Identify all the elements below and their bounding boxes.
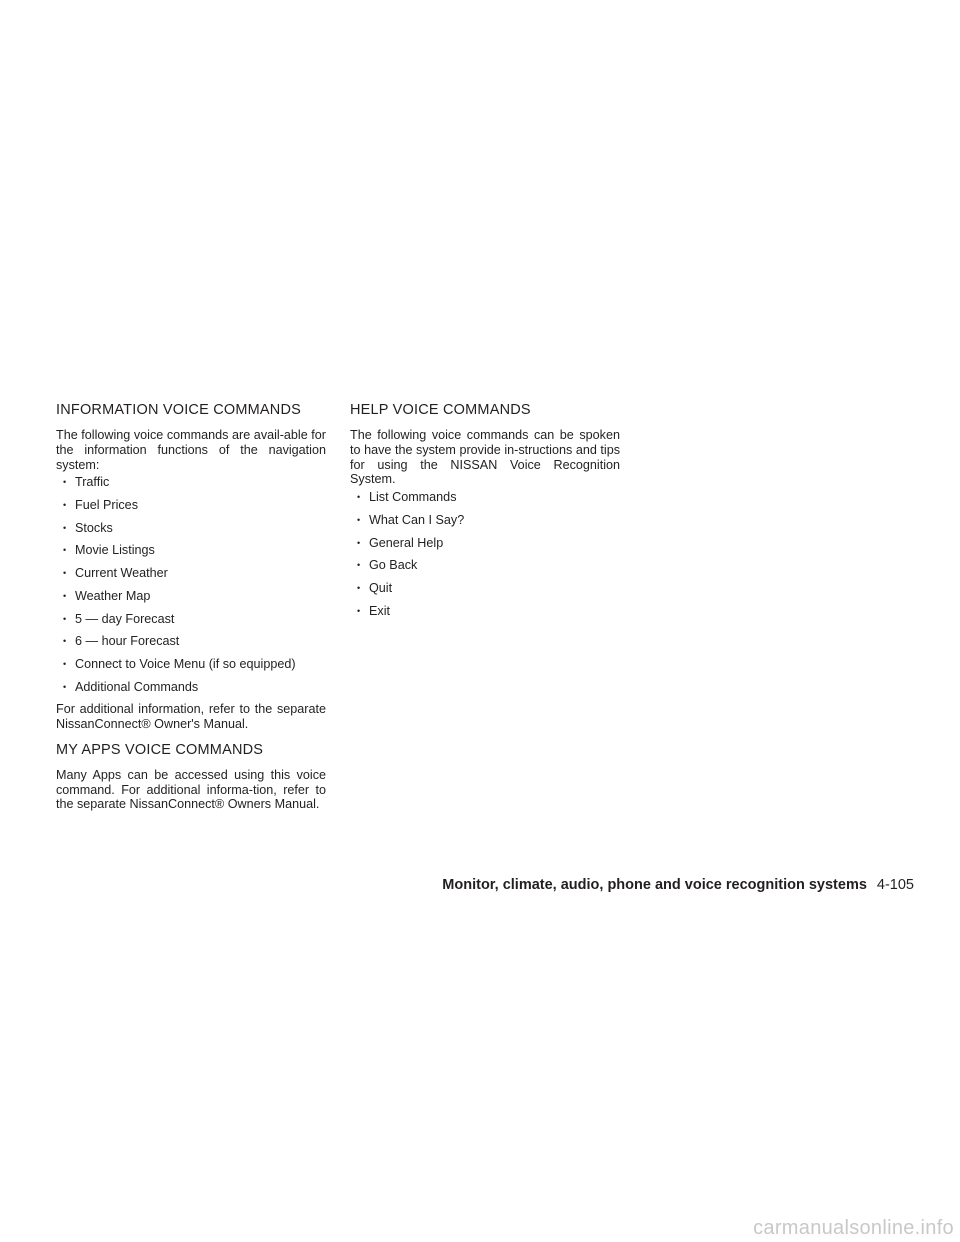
list-item: • Go Back bbox=[350, 558, 620, 573]
list-item: • General Help bbox=[350, 536, 620, 551]
right-column bbox=[350, 402, 620, 626]
list-item: • Traffic bbox=[56, 475, 326, 490]
list-item: • 5 — day Forecast bbox=[56, 612, 326, 627]
information-command-list bbox=[56, 475, 326, 694]
list-item: • 6 — hour Forecast bbox=[56, 634, 326, 649]
list-item: • Movie Listings bbox=[56, 543, 326, 558]
page-footer bbox=[442, 877, 914, 893]
information-voice-commands-heading: INFORMATION VOICE COMMANDS bbox=[56, 402, 301, 418]
help-intro-text: The following voice commands can be spoken to have the system provide in-structions and tips for using the NISSAN Voice Recognition System. bbox=[350, 428, 620, 487]
list-item: • Weather Map bbox=[56, 589, 326, 604]
list-item: • Additional Commands bbox=[56, 680, 326, 695]
page-number: 4-105 bbox=[876, 877, 914, 893]
footer-section-title: Monitor, climate, audio, phone and voice recognition systems bbox=[442, 877, 867, 893]
information-intro-text: The following voice commands are avail-able for the information functions of the navigation system: bbox=[56, 428, 326, 472]
list-item: • Connect to Voice Menu (if so equipped) bbox=[56, 657, 326, 672]
my-apps-voice-commands-heading: MY APPS VOICE COMMANDS bbox=[56, 741, 264, 758]
help-voice-commands-heading: HELP VOICE COMMANDS bbox=[350, 402, 531, 418]
list-item: • Quit bbox=[350, 581, 620, 596]
list-item: • Current Weather bbox=[56, 566, 326, 581]
section-spacer bbox=[56, 732, 326, 742]
information-note-text: For additional information, refer to the separate NissanConnect® Owner's Manual. bbox=[56, 702, 326, 732]
left-column bbox=[56, 402, 326, 812]
list-item: • List Commands bbox=[350, 490, 620, 505]
help-command-list bbox=[350, 490, 620, 618]
list-item: • What Can I Say? bbox=[350, 513, 620, 528]
list-item: • Stocks bbox=[56, 521, 326, 536]
my-apps-text: Many Apps can be accessed using this voice command. For additional informa-tion, refer to the separate NissanConnect® Owners Manual. bbox=[56, 767, 326, 812]
list-item: • Fuel Prices bbox=[56, 498, 326, 513]
watermark-text: carmanualsonline.info bbox=[753, 1217, 954, 1239]
list-item: • Exit bbox=[350, 604, 620, 619]
